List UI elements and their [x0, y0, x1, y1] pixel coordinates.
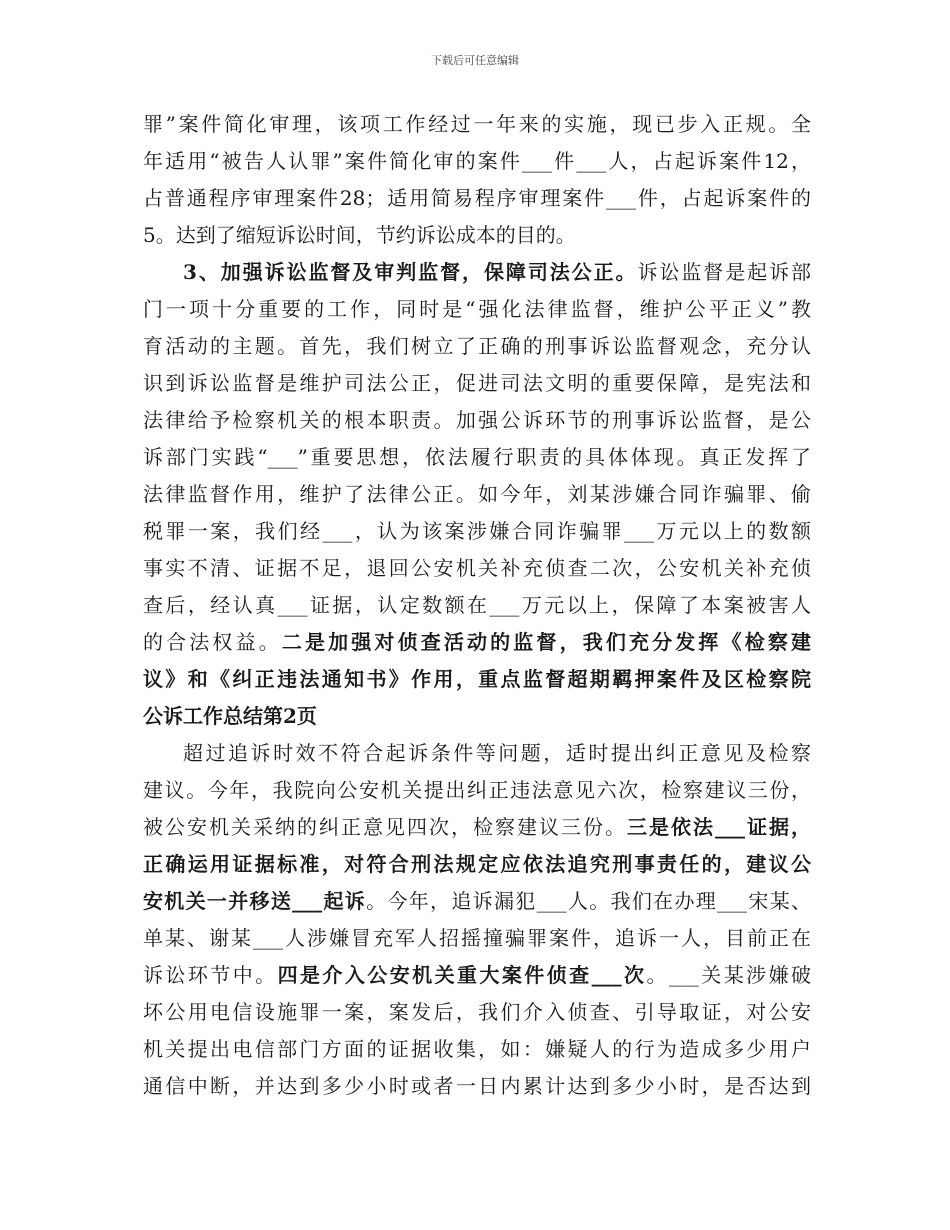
text-line	[143, 106, 811, 143]
plain-text: 被公安机关采纳的纠正意见四次，检察建议三份。	[143, 815, 627, 839]
plain-text: 。今年，追诉漏犯___人。我们在办理___宋某、	[366, 889, 812, 913]
plain-text: 育活动的主题。首先，我们树立了正确的刑事诉讼监督观念，充分认	[143, 334, 811, 358]
text-line	[143, 1031, 811, 1068]
document-body	[143, 106, 811, 1105]
text-line	[143, 1068, 811, 1105]
plain-text: 事实不清、证据不足，退回公安机关补充侦查二次，公安机关补充侦	[143, 556, 811, 580]
plain-text: 查后，经认真___证据，认定数额在___万元以上，保障了本案被害人	[143, 593, 811, 617]
plain-text: 诉讼监督是起诉部	[637, 260, 812, 284]
text-line	[143, 957, 811, 994]
text-line	[143, 883, 811, 920]
text-line	[143, 698, 811, 735]
text-line	[143, 587, 811, 624]
text-line	[143, 439, 811, 476]
plain-text: 单某、谢某___人涉嫌冒充军人招摇撞骗罪案件，追诉一人，目前正在	[143, 926, 811, 950]
text-line	[143, 809, 811, 846]
page-header: 下载后可任意编辑	[431, 54, 519, 67]
bold-text: 四是介入公安机关重大案件侦查___次	[277, 963, 647, 987]
text-line	[143, 328, 811, 365]
text-line	[143, 772, 811, 809]
bold-text: 二是加强对侦查活动的监督，我们充分发挥《检察建	[281, 630, 812, 654]
text-line	[143, 291, 811, 328]
plain-text: 坏公用电信设施罪一案，案发后，我们介入侦查、引导取证，对公安	[143, 1000, 811, 1024]
plain-text: 法律给予检察机关的根本职责。加强公诉环节的刑事诉讼监督，是公	[143, 408, 811, 432]
text-line	[143, 550, 811, 587]
text-line	[143, 624, 811, 661]
plain-text: 5。达到了缩短诉讼时间，节约诉讼成本的目的。	[143, 223, 576, 247]
plain-text: 占普通程序审理案件28；适用简易程序审理案件___件，占起诉案件的	[143, 186, 811, 210]
plain-text: 罪”案件简化审理，该项工作经过一年来的实施，现已步入正规。全	[143, 112, 811, 136]
plain-text: 通信中断，并达到多少小时或者一日内累计达到多少小时，是否达到	[143, 1074, 811, 1098]
plain-text: 法律监督作用，维护了法律公正。如今年，刘某涉嫌合同诈骗罪、偷	[143, 482, 811, 506]
plain-text: 识到诉讼监督是维护司法公正，促进司法文明的重要保障，是宪法和	[143, 371, 811, 395]
plain-text: 门一项十分重要的工作，同时是“强化法律监督，维护公平正义”教	[143, 297, 811, 321]
bold-text: 公诉工作总结第2页	[143, 704, 317, 728]
bold-text: 安机关一并移送___起诉	[143, 889, 367, 913]
bold-text: 三是依法___证据，	[627, 815, 811, 839]
plain-text: 诉讼环节中。	[143, 963, 278, 987]
bold-text: 正确运用证据标准，对符合刑法规定应依法追究刑事责任的，建议公	[143, 852, 811, 876]
text-line	[143, 365, 811, 402]
text-line	[143, 217, 811, 254]
bold-text: 3、加强诉讼监督及审判监督，保障司法公正。	[183, 260, 638, 284]
text-line	[143, 254, 811, 291]
plain-text: 的合法权益。	[143, 630, 282, 654]
text-line	[143, 994, 811, 1031]
text-line	[143, 735, 811, 772]
text-line	[143, 476, 811, 513]
plain-text: 。___关某涉嫌破	[646, 963, 812, 987]
plain-text: 诉部门实践“___”重要思想，依法履行职责的具体体现。真正发挥了	[143, 445, 811, 469]
plain-text: 超过追诉时效不符合起诉条件等问题，适时提出纠正意见及检察	[183, 741, 811, 765]
text-line	[143, 143, 811, 180]
text-line	[143, 846, 811, 883]
text-line	[143, 513, 811, 550]
plain-text: 年适用“被告人认罪”案件简化审的案件___件___人，占起诉案件12，	[143, 149, 811, 173]
plain-text: 建议。今年，我院向公安机关提出纠正违法意见六次，检察建议三份，	[143, 778, 811, 802]
plain-text: 税罪一案，我们经___，认为该案涉嫌合同诈骗罪___万元以上的数额	[143, 519, 811, 543]
text-line	[143, 180, 811, 217]
text-line	[143, 661, 811, 698]
text-line	[143, 920, 811, 957]
plain-text: 机关提出电信部门方面的证据收集，如：嫌疑人的行为造成多少用户	[143, 1037, 811, 1061]
bold-text: 议》和《纠正违法通知书》作用，重点监督超期羁押案件及区检察院	[143, 667, 811, 691]
text-line	[143, 402, 811, 439]
